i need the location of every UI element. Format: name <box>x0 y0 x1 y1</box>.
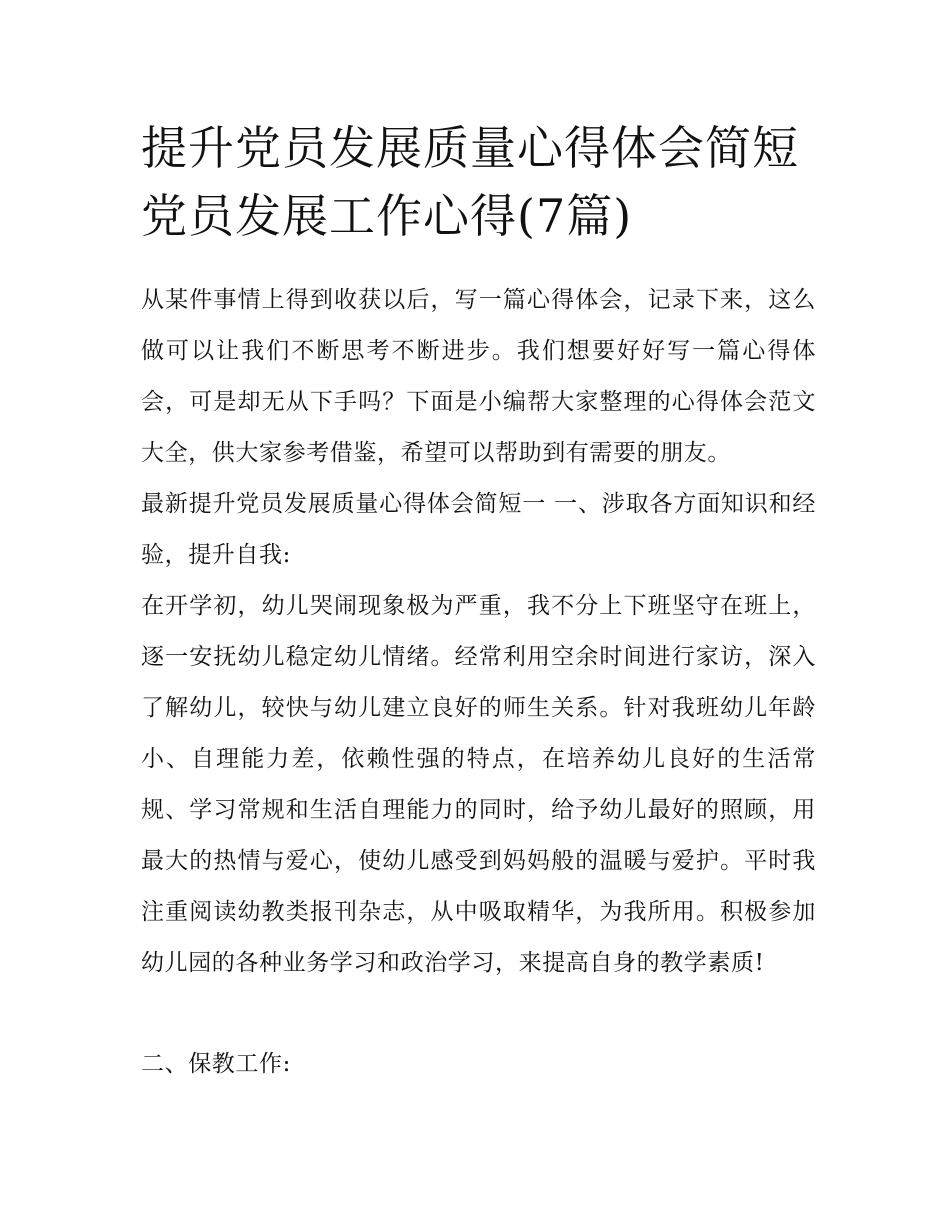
body-paragraph: 在开学初，幼儿哭闹现象极为严重，我不分上下班坚守在班上，逐一安抚幼儿稳定幼儿情绪。经常利用空余时间进行家访，深入了解幼儿，较快与幼儿建立良好的师生关系。针对我班幼儿年龄小、自理能力差，依赖性强的特点，在培养幼儿良好的生活常规、学习常规和生活自理能力的同时，给予幼儿最好的照顾，用最大的热情与爱心，使幼儿感受到妈妈般的温暖与爱护。平时我注重阅读幼教类报刊杂志，从中吸取精华，为我所用。积极参加幼儿园的各种业务学习和政治学习，来提高自身的教学素质! <box>141 593 816 976</box>
section-heading-1: 最新提升党员发展质量心得体会简短一 一、涉取各方面知识和经验，提升自我: <box>141 491 816 568</box>
document-title: 提升党员发展质量心得体会简短 党员发展工作心得(7篇) <box>141 121 799 243</box>
intro-paragraph: 从某件事情上得到收获以后，写一篇心得体会，记录下来，这么做可以让我们不断思考不断进步。我们想要好好写一篇心得体会，可是却无从下手吗？下面是小编帮大家整理的心得体会范文大全，供大家参考借鉴，希望可以帮助到有需要的朋友。 <box>141 287 816 466</box>
section-heading-2: 二、保教工作: <box>141 1051 291 1077</box>
